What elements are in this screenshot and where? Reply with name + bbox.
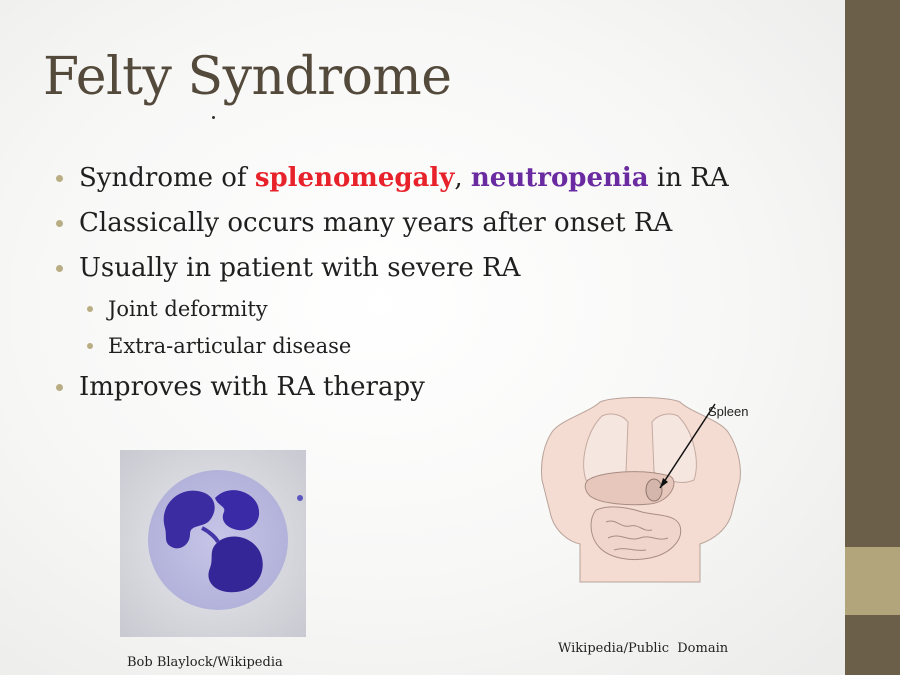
bullet-item: [55, 156, 729, 201]
sub-bullet-item: [55, 291, 729, 328]
bullet-item: [55, 201, 729, 246]
bullet-item: [55, 246, 729, 291]
sidebar-accent-top: [845, 0, 900, 547]
sidebar-accent-middle: [845, 547, 900, 615]
title-dot-mark: [212, 116, 215, 119]
bullet-list: [55, 156, 729, 410]
bullet-text-part: in RA: [648, 163, 729, 193]
sub-bullet-text: Extra-articular disease: [108, 334, 352, 358]
anatomy-image-caption: Wikipedia/Public Domain: [558, 641, 729, 656]
neutrophil-image: [120, 450, 306, 637]
neutrophil-image-caption: Bob Blaylock/Wikipedia: [127, 655, 283, 670]
highlight-neutropenia: neutropenia: [470, 163, 649, 193]
slide-title: Felty Syndrome: [43, 47, 452, 107]
sub-bullet-item: [55, 328, 729, 365]
bullet-text: Improves with RA therapy: [79, 372, 425, 402]
spleen-anatomy-diagram: [530, 392, 770, 592]
bullet-text-part: Syndrome of: [79, 163, 255, 193]
bullet-text: Classically occurs many years after onset RA: [79, 208, 673, 238]
bullet-marker: [56, 265, 63, 272]
bullet-marker: [56, 175, 63, 182]
spleen-label: Spleen: [708, 404, 749, 419]
bullet-marker: [56, 384, 63, 391]
highlight-splenomegaly: splenomegaly: [254, 163, 455, 193]
sidebar-accent-bottom: [845, 615, 900, 675]
bullet-marker: [87, 343, 93, 349]
sub-bullet-text: Joint deformity: [108, 297, 268, 321]
bullet-text: Usually in patient with severe RA: [79, 253, 521, 283]
bullet-marker: [87, 306, 93, 312]
bullet-marker: [56, 220, 63, 227]
bullet-text-part: ,: [454, 163, 471, 193]
